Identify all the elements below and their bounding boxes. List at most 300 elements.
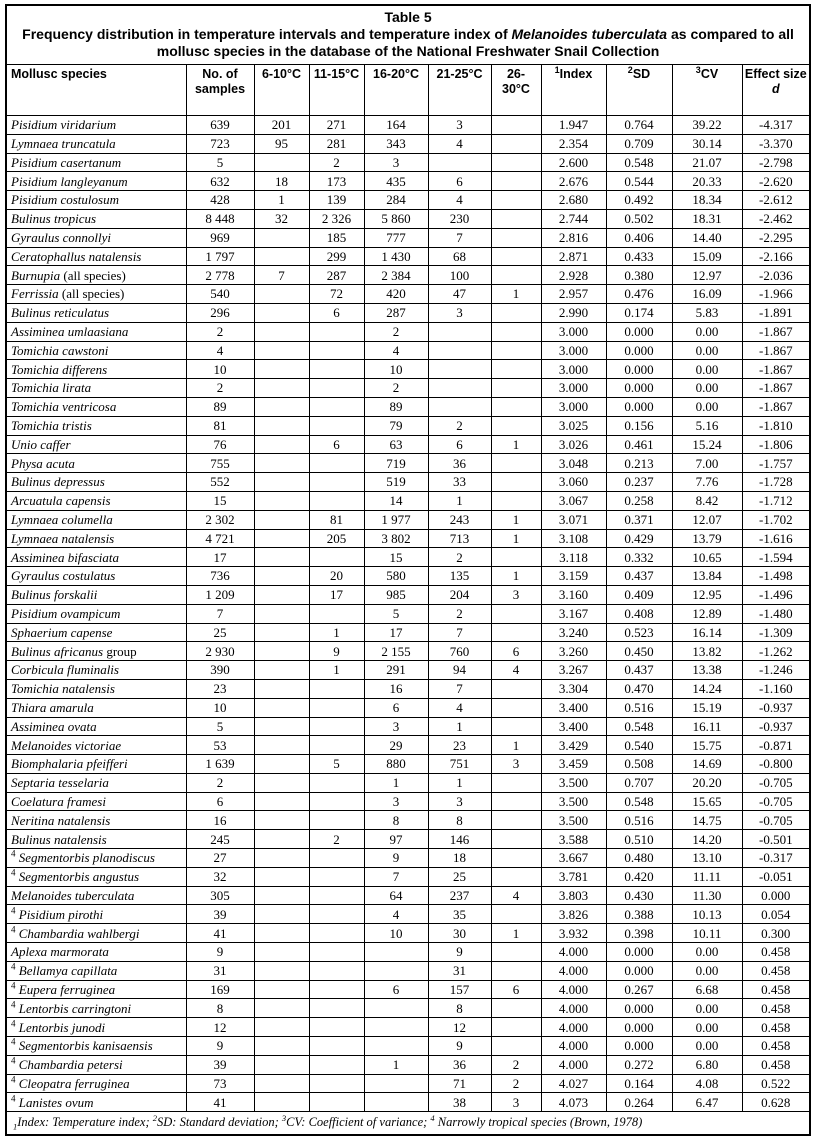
value-cell: 16 (186, 811, 254, 830)
value-cell: 1 (309, 623, 364, 642)
species-name: Melanoides tuberculata (11, 887, 135, 903)
column-header-sd (606, 65, 672, 116)
value-cell: 4.000 (541, 1018, 606, 1037)
value-cell: 33 (428, 473, 491, 492)
value-cell: 41 (186, 1093, 254, 1112)
value-cell: 969 (186, 228, 254, 247)
value-cell: 736 (186, 567, 254, 586)
value-cell: 173 (309, 172, 364, 191)
value-cell: 0.398 (606, 924, 672, 943)
footnote-marker: 4 (11, 961, 16, 972)
value-cell (491, 247, 541, 266)
value-cell (254, 247, 309, 266)
value-cell (254, 529, 309, 548)
value-cell: 2 (186, 322, 254, 341)
value-cell: -1.891 (742, 303, 810, 322)
value-cell: 632 (186, 172, 254, 191)
value-cell (254, 604, 309, 623)
value-cell: 2.957 (541, 285, 606, 304)
value-cell: 0.540 (606, 736, 672, 755)
value-cell: 3.781 (541, 867, 606, 886)
value-cell: 7.00 (672, 454, 742, 473)
value-cell: 1 (364, 1055, 428, 1074)
species-cell (6, 247, 186, 266)
species-cell (6, 209, 186, 228)
species-cell (6, 510, 186, 529)
value-cell: 0.00 (672, 397, 742, 416)
value-cell: 3.803 (541, 886, 606, 905)
species-name: Bulinus africanus (11, 643, 104, 659)
value-cell: 15.09 (672, 247, 742, 266)
value-cell: 420 (364, 285, 428, 304)
value-cell: 2 (428, 548, 491, 567)
value-cell: 8 (364, 811, 428, 830)
value-cell: 230 (428, 209, 491, 228)
value-cell: -0.317 (742, 849, 810, 868)
column-header-16-20 (364, 65, 428, 116)
value-cell: 713 (428, 529, 491, 548)
value-cell (254, 642, 309, 661)
caption-row (6, 5, 810, 65)
value-cell: 1 (491, 435, 541, 454)
species-cell (6, 1074, 186, 1093)
value-cell (309, 679, 364, 698)
value-cell: 4.08 (672, 1074, 742, 1093)
value-cell: 0.000 (606, 943, 672, 962)
value-cell (254, 755, 309, 774)
table-row (6, 585, 810, 604)
species-name: Bulinus reticulatus (11, 305, 110, 321)
value-cell (364, 943, 428, 962)
value-cell: 0.174 (606, 303, 672, 322)
value-cell (491, 623, 541, 642)
value-cell (491, 679, 541, 698)
species-name: Segmentorbis angustus (18, 869, 139, 885)
table-row (6, 980, 810, 999)
value-cell (254, 1018, 309, 1037)
value-cell (254, 379, 309, 398)
value-cell: 3.108 (541, 529, 606, 548)
value-cell: 14.20 (672, 830, 742, 849)
value-cell: 15.24 (672, 435, 742, 454)
value-cell: 15.75 (672, 736, 742, 755)
value-cell: 0.000 (606, 322, 672, 341)
value-cell: 0.00 (672, 1037, 742, 1056)
value-cell (491, 849, 541, 868)
table-row (6, 792, 810, 811)
value-cell: 0.264 (606, 1093, 672, 1112)
species-name: Eupera ferruginea (18, 981, 116, 997)
value-cell: 0.000 (606, 961, 672, 980)
table-row (6, 1074, 810, 1093)
species-name: Lanistes ovum (18, 1094, 94, 1110)
value-cell: 2 (364, 322, 428, 341)
value-cell (364, 1037, 428, 1056)
value-cell: 0.628 (742, 1093, 810, 1112)
value-cell: 3.000 (541, 397, 606, 416)
column-label: Index (559, 67, 593, 81)
value-cell (491, 116, 541, 135)
value-cell (309, 1055, 364, 1074)
table-row (6, 473, 810, 492)
value-cell: 1 (428, 717, 491, 736)
value-cell: 6 (309, 435, 364, 454)
table-row (6, 322, 810, 341)
value-cell (309, 1018, 364, 1037)
table-row (6, 153, 810, 172)
table-row (6, 849, 810, 868)
column-header-index (541, 65, 606, 116)
value-cell: 7 (186, 604, 254, 623)
column-label: 6-10°C (261, 67, 302, 81)
value-cell (309, 886, 364, 905)
species-name: Chambardia petersi (18, 1057, 123, 1073)
value-cell (491, 153, 541, 172)
footnote-marker: 1 (13, 1121, 18, 1132)
value-cell: -0.501 (742, 830, 810, 849)
value-cell: 2.928 (541, 266, 606, 285)
value-cell (491, 867, 541, 886)
value-cell: 1 (491, 567, 541, 586)
value-cell: 0.437 (606, 661, 672, 680)
value-cell: 139 (309, 191, 364, 210)
value-cell (254, 416, 309, 435)
species-cell (6, 849, 186, 868)
footnote-marker: 4 (430, 1113, 435, 1124)
footnote-marker: 3 (695, 64, 701, 75)
column-header-21-25 (428, 65, 491, 116)
species-cell (6, 1055, 186, 1074)
value-cell: 12.07 (672, 510, 742, 529)
species-name: Pisidium casertanum (11, 154, 122, 170)
value-cell: -0.937 (742, 698, 810, 717)
value-cell: 639 (186, 116, 254, 135)
value-cell (254, 322, 309, 341)
footnote-marker: 4 (11, 980, 16, 991)
table-row (6, 961, 810, 980)
value-cell: 1 209 (186, 585, 254, 604)
value-cell: 0.709 (606, 134, 672, 153)
footnote-marker: 4 (11, 1093, 16, 1104)
value-cell (254, 961, 309, 980)
value-cell: 201 (254, 116, 309, 135)
value-cell: 16.11 (672, 717, 742, 736)
value-cell: 1 (491, 736, 541, 755)
species-name: Unio caffer (11, 436, 71, 452)
value-cell: 25 (186, 623, 254, 642)
value-cell (254, 491, 309, 510)
value-cell: 39.22 (672, 116, 742, 135)
species-cell (6, 172, 186, 191)
value-cell: 428 (186, 191, 254, 210)
value-cell: 13.38 (672, 661, 742, 680)
value-cell: 1.947 (541, 116, 606, 135)
value-cell: 9 (364, 849, 428, 868)
value-cell: 3 (428, 303, 491, 322)
value-cell: 5 860 (364, 209, 428, 228)
value-cell (491, 228, 541, 247)
value-cell (491, 360, 541, 379)
value-cell (254, 510, 309, 529)
value-cell: 18.31 (672, 209, 742, 228)
species-name: Arcuatula capensis (11, 493, 111, 509)
value-cell: 0.00 (672, 961, 742, 980)
table-row (6, 228, 810, 247)
value-cell: 0.433 (606, 247, 672, 266)
value-cell: 0.458 (742, 1018, 810, 1037)
value-cell (491, 811, 541, 830)
species-cell (6, 360, 186, 379)
species-cell (6, 567, 186, 586)
value-cell (309, 961, 364, 980)
species-name: Bellamya capillata (18, 963, 118, 979)
species-cell (6, 924, 186, 943)
value-cell (491, 1018, 541, 1037)
species-cell (6, 943, 186, 962)
value-cell: 13.10 (672, 849, 742, 868)
value-cell: 1 (254, 191, 309, 210)
value-cell: -4.317 (742, 116, 810, 135)
species-cell (6, 585, 186, 604)
value-cell: 2 (428, 416, 491, 435)
value-cell: 2 384 (364, 266, 428, 285)
value-cell (309, 792, 364, 811)
species-name: Tomichia ventricosa (11, 399, 117, 415)
value-cell: 204 (428, 585, 491, 604)
species-name: Septaria tesselaria (11, 775, 109, 791)
footnote-marker: 4 (11, 1018, 16, 1029)
value-cell: -0.705 (742, 811, 810, 830)
value-cell: 5 (364, 604, 428, 623)
value-cell: 0.470 (606, 679, 672, 698)
value-cell: -2.620 (742, 172, 810, 191)
value-cell: 1 (309, 661, 364, 680)
value-cell: 20.20 (672, 773, 742, 792)
column-label: CV (700, 67, 719, 81)
value-cell: 12 (428, 1018, 491, 1037)
value-cell: 4 (364, 341, 428, 360)
value-cell: 6 (186, 792, 254, 811)
value-cell (254, 736, 309, 755)
value-cell: 0.476 (606, 285, 672, 304)
value-cell: 0.430 (606, 886, 672, 905)
value-cell: 169 (186, 980, 254, 999)
value-cell (309, 773, 364, 792)
value-cell (491, 905, 541, 924)
value-cell: 3.400 (541, 717, 606, 736)
value-cell: -1.498 (742, 567, 810, 586)
title-species-italic: Melanoides tuberculata (511, 26, 668, 42)
value-cell: 0.00 (672, 341, 742, 360)
species-name: Lymnaea truncatula (11, 136, 116, 152)
value-cell (254, 999, 309, 1018)
species-cell (6, 529, 186, 548)
species-cell: Ferrissia (all species) (6, 285, 186, 304)
value-cell: 0.516 (606, 698, 672, 717)
species-name: Pisidium ovampicum (11, 605, 121, 621)
value-cell: 9 (186, 1037, 254, 1056)
value-cell: 2 778 (186, 266, 254, 285)
value-cell: 4 (491, 661, 541, 680)
value-cell (491, 303, 541, 322)
value-cell (491, 491, 541, 510)
value-cell: 30 (428, 924, 491, 943)
value-cell: -1.594 (742, 548, 810, 567)
value-cell: 0.213 (606, 454, 672, 473)
value-cell: 751 (428, 755, 491, 774)
value-cell: 5 (186, 153, 254, 172)
value-cell: 580 (364, 567, 428, 586)
table-caption (6, 5, 810, 65)
value-cell: 94 (428, 661, 491, 680)
value-cell (309, 717, 364, 736)
species-name: Coelatura framesi (11, 793, 106, 809)
value-cell: 0.510 (606, 830, 672, 849)
value-cell: 4.000 (541, 1037, 606, 1056)
value-cell: 3 (364, 717, 428, 736)
species-cell (6, 153, 186, 172)
value-cell: 76 (186, 435, 254, 454)
value-cell: 18 (428, 849, 491, 868)
column-label: 16-20°C (373, 67, 419, 81)
species-name: Sphaerium capense (11, 624, 113, 640)
value-cell (491, 1037, 541, 1056)
value-cell: 760 (428, 642, 491, 661)
value-cell (491, 454, 541, 473)
value-cell: 10.11 (672, 924, 742, 943)
value-cell: 0.548 (606, 717, 672, 736)
footnote-marker: 4 (11, 1055, 16, 1066)
value-cell: 0.764 (606, 116, 672, 135)
value-cell: 20 (309, 567, 364, 586)
value-cell (428, 397, 491, 416)
value-cell: 205 (309, 529, 364, 548)
value-cell: 3 (428, 116, 491, 135)
value-cell: 38 (428, 1093, 491, 1112)
value-cell: -0.871 (742, 736, 810, 755)
value-cell (491, 322, 541, 341)
value-cell (309, 905, 364, 924)
value-cell: 0.408 (606, 604, 672, 623)
value-cell: 2 (364, 379, 428, 398)
value-cell: 3.167 (541, 604, 606, 623)
value-cell (254, 717, 309, 736)
value-cell: 30.14 (672, 134, 742, 153)
species-cell (6, 905, 186, 924)
value-cell: 2 (186, 379, 254, 398)
species-name: Biomphalaria pfeifferi (11, 756, 128, 772)
value-cell (364, 1093, 428, 1112)
value-cell: 0.272 (606, 1055, 672, 1074)
species-cell (6, 416, 186, 435)
footnote-text: SD: Standard deviation; (157, 1115, 282, 1130)
species-cell (6, 792, 186, 811)
column-label: 11-15°C (313, 67, 360, 81)
value-cell: 185 (309, 228, 364, 247)
value-cell: 2 (309, 153, 364, 172)
value-cell: 0.429 (606, 529, 672, 548)
value-cell: 97 (364, 830, 428, 849)
value-cell: 3.826 (541, 905, 606, 924)
value-cell: 2 930 (186, 642, 254, 661)
value-cell: 5 (186, 717, 254, 736)
value-cell: -1.262 (742, 642, 810, 661)
value-cell (491, 379, 541, 398)
value-cell: 3.067 (541, 491, 606, 510)
value-cell: 6 (364, 698, 428, 717)
value-cell: 16.09 (672, 285, 742, 304)
value-cell: 2.816 (541, 228, 606, 247)
value-cell: -0.937 (742, 717, 810, 736)
table-row (6, 1037, 810, 1056)
species-cell (6, 454, 186, 473)
value-cell: 390 (186, 661, 254, 680)
value-cell: 3 (491, 585, 541, 604)
value-cell: 2 302 (186, 510, 254, 529)
value-cell (309, 416, 364, 435)
value-cell (309, 999, 364, 1018)
value-cell: 14.40 (672, 228, 742, 247)
value-cell: 10 (364, 360, 428, 379)
species-cell (6, 191, 186, 210)
value-cell: 0.300 (742, 924, 810, 943)
value-cell: 1 (491, 924, 541, 943)
value-cell: 3.240 (541, 623, 606, 642)
value-cell: 13.82 (672, 642, 742, 661)
species-cell (6, 867, 186, 886)
species-name: Bulinus tropicus (11, 211, 97, 227)
species-cell (6, 473, 186, 492)
species-name: Tomichia differens (11, 361, 108, 377)
frequency-table (5, 4, 811, 1136)
value-cell: 2.680 (541, 191, 606, 210)
table-row (6, 548, 810, 567)
value-cell: 305 (186, 886, 254, 905)
value-cell: 7 (364, 867, 428, 886)
value-cell: 723 (186, 134, 254, 153)
value-cell: -2.462 (742, 209, 810, 228)
value-cell: 0.000 (606, 397, 672, 416)
table-row (6, 642, 810, 661)
value-cell: -1.867 (742, 379, 810, 398)
value-cell: -1.728 (742, 473, 810, 492)
value-cell: 3 (491, 755, 541, 774)
value-cell: 0.00 (672, 322, 742, 341)
column-header-effect-size (742, 65, 810, 116)
value-cell: 12 (186, 1018, 254, 1037)
value-cell: 0.437 (606, 567, 672, 586)
value-cell: 880 (364, 755, 428, 774)
value-cell (491, 604, 541, 623)
value-cell (491, 943, 541, 962)
value-cell: 3 (428, 792, 491, 811)
footnote-row (6, 1112, 810, 1136)
species-name: Ferrissia (11, 286, 59, 302)
species-name: Tomichia lirata (11, 380, 92, 396)
value-cell (309, 924, 364, 943)
value-cell: 14 (364, 491, 428, 510)
value-cell: 17 (309, 585, 364, 604)
table-row (6, 491, 810, 510)
column-label: SD (632, 67, 651, 81)
value-cell (254, 585, 309, 604)
value-cell: 68 (428, 247, 491, 266)
value-cell: 8 (428, 999, 491, 1018)
table-row (6, 811, 810, 830)
value-cell: 291 (364, 661, 428, 680)
value-cell: 0.00 (672, 379, 742, 398)
species-name: Ceratophallus natalensis (11, 248, 142, 264)
